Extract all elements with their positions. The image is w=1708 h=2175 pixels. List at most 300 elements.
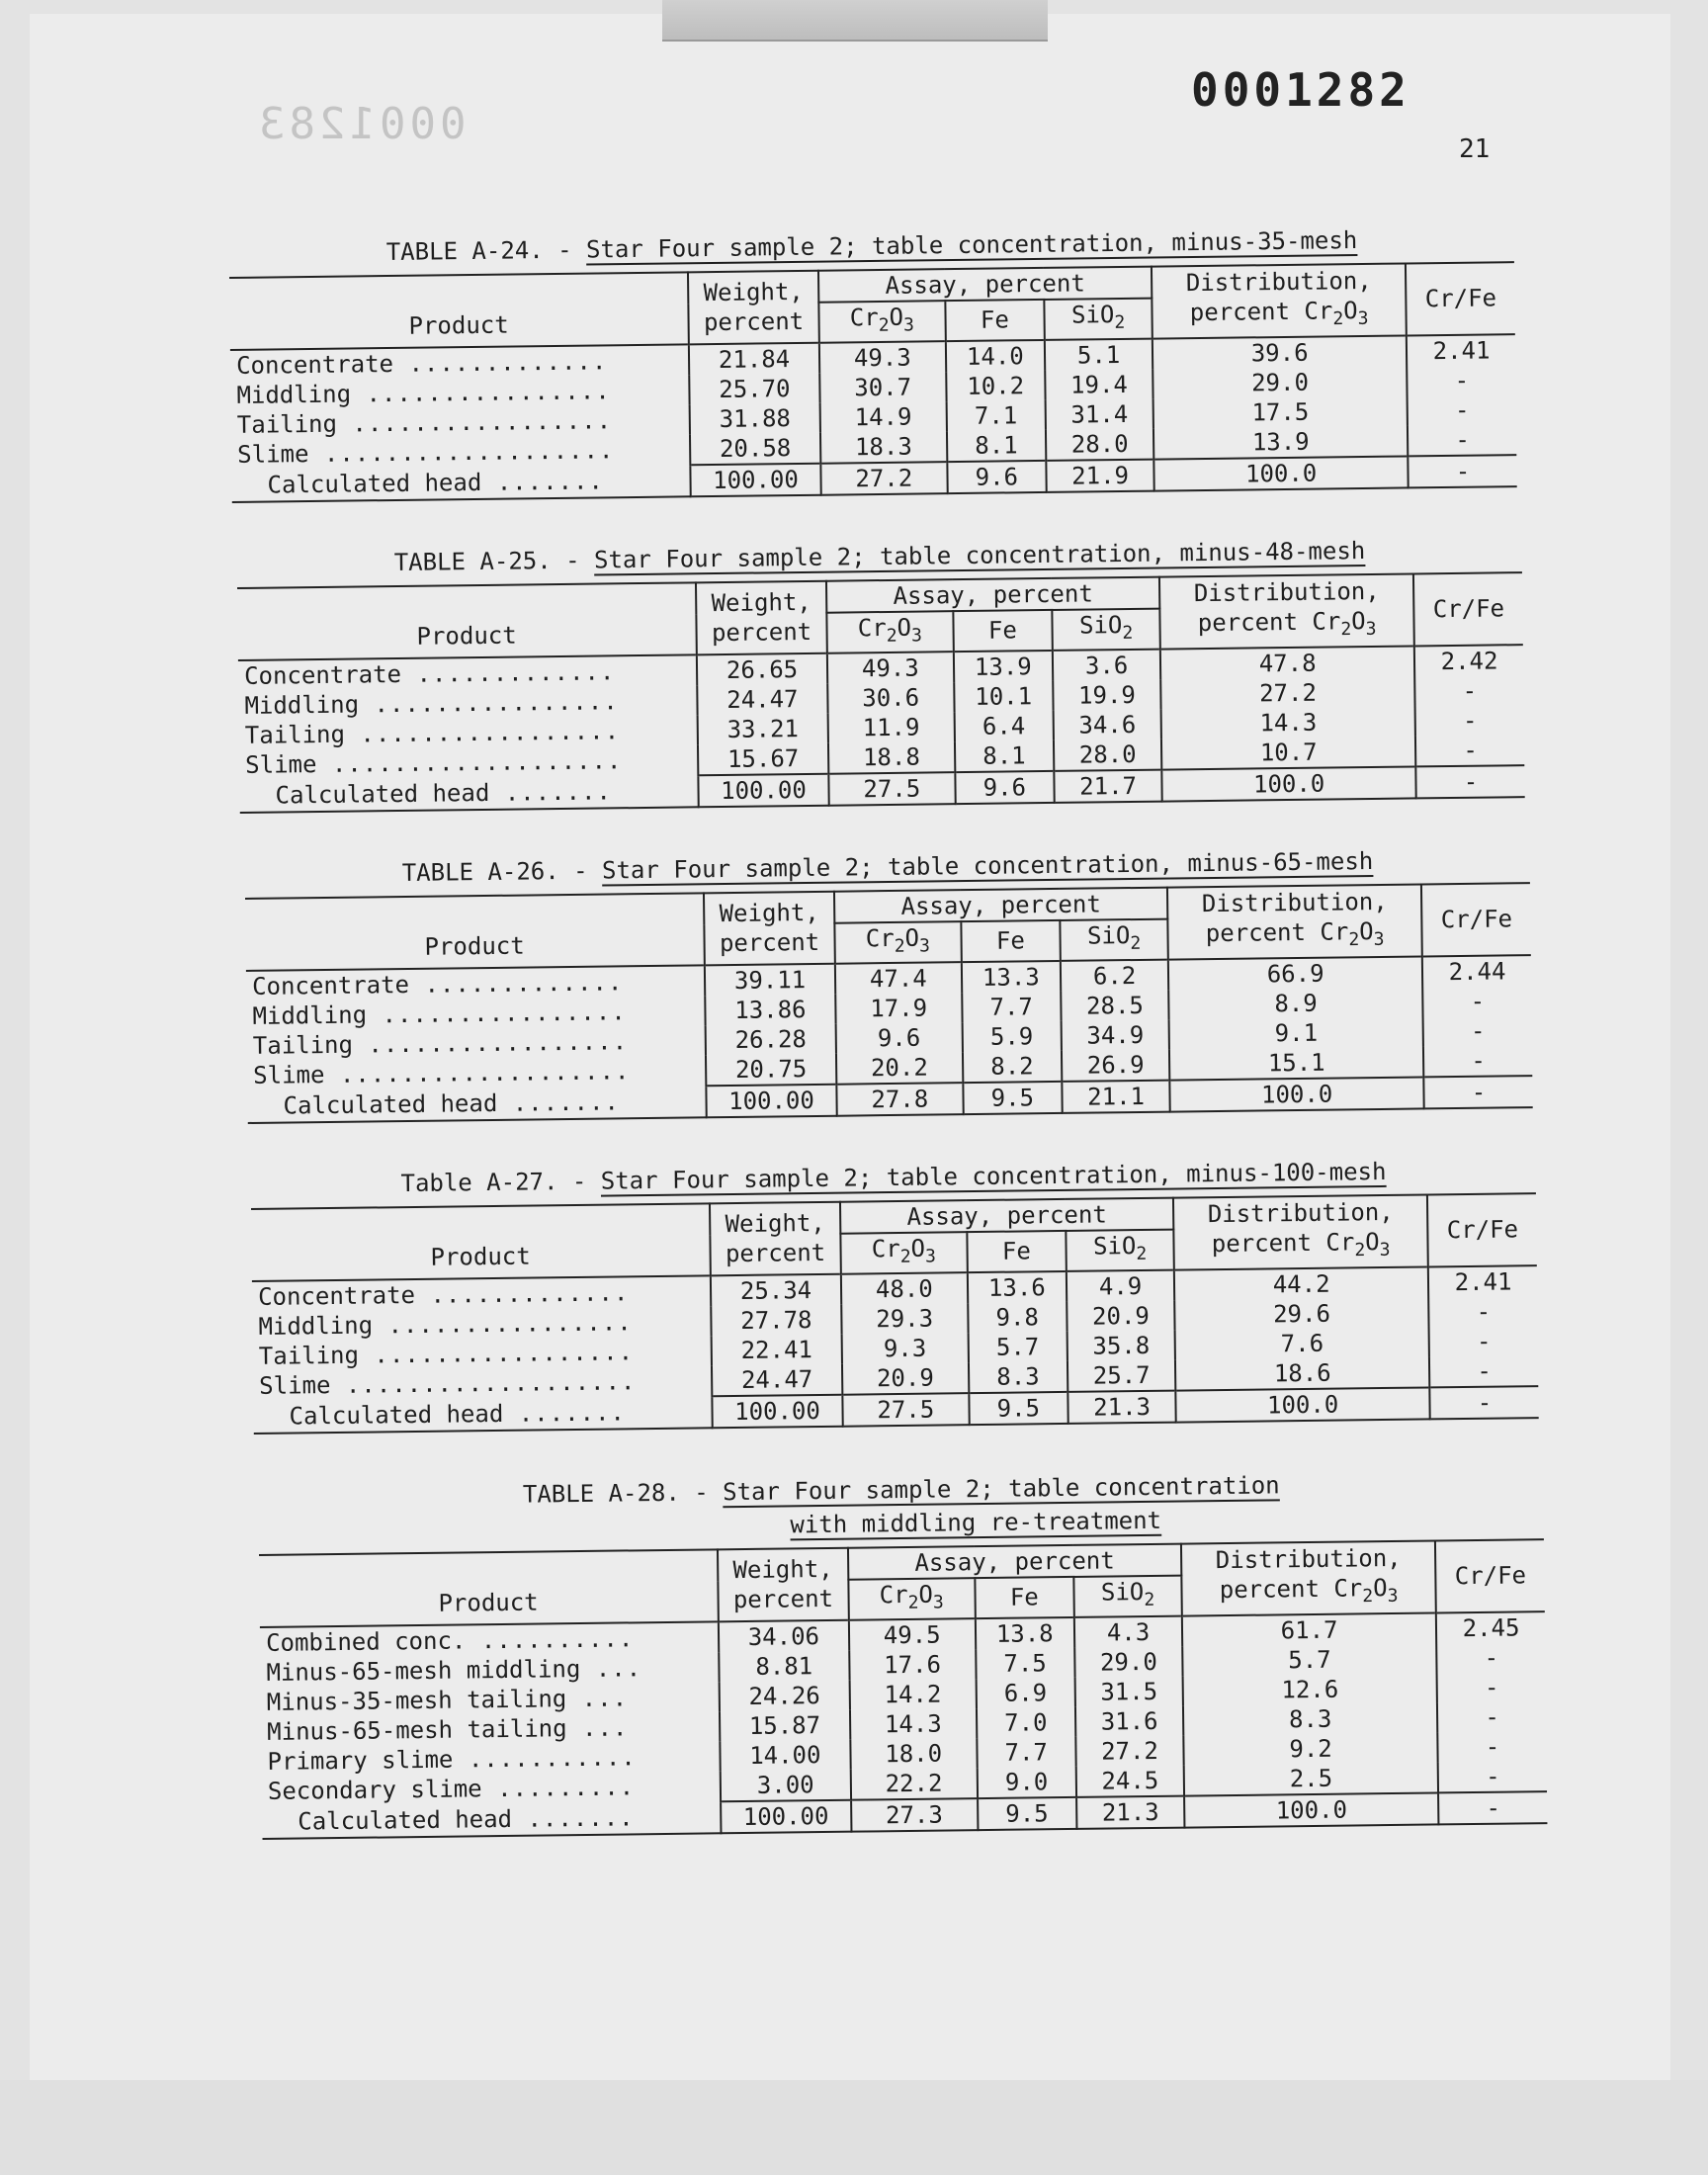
product-name: Combined conc.	[265, 1626, 467, 1657]
product-name: Slime	[253, 1061, 325, 1090]
sio2-cell: 4.3	[1074, 1615, 1183, 1647]
table-body	[238, 645, 1525, 813]
fe-cell: 8.2	[963, 1051, 1063, 1083]
weight-cell: 100.00	[712, 1395, 842, 1429]
weight-cell: 13.86	[705, 995, 835, 1026]
crfe-cell: 2.41	[1432, 336, 1491, 365]
leader-dots: ...	[580, 1654, 642, 1683]
weight-cell: 8.81	[719, 1651, 849, 1683]
distribution-header-line2: percent $Cr_2O_3$	[1211, 1228, 1391, 1262]
crfe-cell: -	[1485, 1732, 1500, 1761]
product-name: Calculated head	[283, 1089, 498, 1120]
assay-column-header: Assay, percent	[834, 888, 1168, 923]
sio2-cell: 26.9	[1062, 1049, 1170, 1081]
leader-dots: ..........	[466, 1624, 635, 1655]
product-name: Calculated head	[289, 1400, 504, 1431]
product-name: Slime	[245, 750, 317, 780]
weight-cell: 33.21	[698, 714, 828, 745]
sio2-cell: 6.2	[1061, 959, 1169, 991]
fe-cell: 14.0	[945, 340, 1045, 372]
weight-cell: 15.87	[720, 1710, 850, 1742]
weight-cell: 14.00	[720, 1740, 850, 1772]
distribution-column-header	[1159, 573, 1414, 649]
table-block	[251, 1157, 1536, 1435]
product-column-header: Product	[245, 893, 705, 970]
crfe-cell: -	[1454, 366, 1470, 394]
data-table	[237, 571, 1525, 814]
distribution-header-line1: Distribution,	[1207, 1197, 1394, 1229]
cr2o3-cell: 18.0	[850, 1738, 977, 1770]
weight-header-line2: percent	[719, 928, 820, 958]
product-cell	[231, 465, 690, 502]
table-block	[229, 225, 1514, 503]
distribution-header-line1: Distribution,	[1215, 1543, 1402, 1575]
leader-dots: ...................	[308, 436, 615, 469]
table-block	[237, 536, 1522, 814]
table-block	[245, 846, 1530, 1124]
leader-dots: .......	[497, 1088, 621, 1118]
cr2o3-cell: 47.4	[835, 962, 962, 995]
weight-cell: 100.00	[698, 774, 828, 808]
fe-column-header: Fe	[961, 920, 1061, 962]
crfe-cell: 2.45	[1462, 1613, 1520, 1642]
weight-column-header	[688, 271, 819, 344]
weight-cell: 20.75	[706, 1054, 836, 1087]
table-title: Star Four sample 2; table concentration, minus-48-mesh	[593, 536, 1366, 574]
table-body	[260, 1611, 1548, 1839]
fe-cell: 9.6	[947, 461, 1047, 493]
cr2o3-cell: 27.5	[828, 772, 955, 806]
data-table	[229, 261, 1517, 503]
product-cell	[247, 1086, 706, 1123]
crfe-cell: -	[1476, 1297, 1492, 1326]
sio2-cell: 31.6	[1075, 1705, 1184, 1736]
fe-cell: 9.5	[978, 1797, 1077, 1830]
crfe-column-header: Cr/Fe	[1427, 1193, 1537, 1266]
product-name: Slime	[237, 440, 309, 470]
crfe-cell: -	[1415, 765, 1524, 798]
fe-cell: 7.1	[946, 400, 1046, 431]
fe-cell: 7.7	[977, 1737, 1076, 1768]
fe-cell: 13.8	[975, 1617, 1074, 1649]
product-cell	[239, 775, 698, 813]
product-name: Concentrate	[243, 659, 402, 690]
fe-cell: 7.0	[977, 1707, 1076, 1738]
weight-header-line1: Weight,	[732, 1555, 833, 1585]
leader-dots: ...........	[453, 1743, 637, 1774]
leader-dots: ...................	[324, 1057, 631, 1089]
fe-cell: 9.0	[977, 1767, 1076, 1798]
sio2-cell: 21.3	[1076, 1795, 1185, 1828]
fe-cell: 9.5	[963, 1082, 1063, 1114]
product-name: Concentrate	[235, 349, 394, 380]
fe-cell: 8.1	[955, 740, 1055, 772]
distribution-column-header	[1167, 884, 1422, 959]
distribution-cell: 61.7	[1182, 1612, 1436, 1646]
product-name: Minus-65-mesh middling	[266, 1654, 581, 1687]
caption-indent	[641, 1532, 790, 1534]
sio2-cell: 27.2	[1075, 1735, 1184, 1766]
weight-cell: 24.47	[697, 684, 827, 716]
weight-header-line1: Weight,	[703, 278, 804, 307]
cr2o3-cell: 20.9	[842, 1362, 969, 1395]
weight-cell: 21.84	[689, 343, 819, 376]
leader-dots: .............	[408, 968, 624, 999]
distribution-column-header	[1181, 1540, 1436, 1615]
scan-binding-strip	[662, 0, 1048, 42]
cr2o3-cell: 14.9	[819, 401, 946, 433]
sio2-column-header: SiO$_2$	[1060, 919, 1168, 961]
table-title: Star Four sample 2; table concentration, minus-65-mesh	[601, 846, 1374, 885]
weight-cell: 26.65	[697, 653, 827, 686]
weight-cell: 15.67	[698, 743, 828, 776]
sio2-cell: 29.0	[1074, 1646, 1183, 1677]
fe-cell: 10.2	[946, 371, 1046, 401]
crfe-cell: -	[1471, 1046, 1487, 1075]
fe-cell: 13.9	[953, 651, 1053, 682]
product-name: Concentrate	[251, 970, 410, 1000]
fe-cell: 5.9	[962, 1021, 1062, 1052]
weight-cell: 24.47	[712, 1364, 842, 1397]
weight-header-line2: percent	[732, 1585, 834, 1614]
distribution-cell: 29.6	[1174, 1297, 1428, 1330]
distribution-cell: 9.2	[1183, 1732, 1437, 1765]
table-body	[230, 334, 1517, 502]
table-title-line2: with middling re-treatment	[790, 1506, 1162, 1539]
cr2o3-cell: 30.7	[819, 372, 946, 403]
sio2-cell: 25.7	[1068, 1359, 1176, 1391]
cr2o3-cell: 9.3	[841, 1333, 968, 1364]
cr2o3-cell: 49.3	[819, 341, 946, 374]
sio2-cell: 21.7	[1054, 769, 1162, 802]
distribution-cell: 2.5	[1184, 1762, 1438, 1795]
sio2-cell: 20.9	[1067, 1300, 1175, 1331]
sio2-cell: 31.5	[1074, 1676, 1183, 1706]
product-name: Middling	[258, 1311, 374, 1341]
distribution-cell: 13.9	[1153, 425, 1408, 459]
sio2-cell: 19.4	[1045, 369, 1153, 399]
fe-cell: 6.4	[954, 711, 1054, 741]
leader-dots: .................	[358, 1338, 635, 1369]
leader-dots: ...	[566, 1684, 629, 1713]
product-name: Minus-35-mesh tailing	[266, 1685, 567, 1716]
cr2o3-cell: 20.2	[836, 1052, 963, 1085]
table-label: TABLE A-28. -	[522, 1478, 709, 1509]
crfe-cell: -	[1470, 1016, 1486, 1045]
leader-dots: ...................	[330, 1367, 637, 1400]
distribution-cell: 44.2	[1174, 1266, 1428, 1300]
crfe-cell: -	[1408, 455, 1516, 487]
distribution-cell: 29.0	[1153, 366, 1407, 398]
leader-dots: ................	[372, 1308, 633, 1340]
sio2-cell: 5.1	[1045, 338, 1153, 370]
sio2-cell: 35.8	[1068, 1330, 1176, 1360]
crfe-cell: 2.44	[1448, 957, 1506, 986]
fe-cell: 13.6	[967, 1271, 1067, 1303]
cr2o3-column-header: $Cr_2O_3$	[818, 301, 945, 342]
crfe-cell: -	[1485, 1762, 1500, 1790]
product-name: Tailing	[244, 720, 346, 749]
distribution-header-line2: percent $Cr_2O_3$	[1205, 917, 1385, 951]
sio2-cell: 3.6	[1053, 649, 1161, 680]
fe-cell: 13.3	[961, 961, 1061, 993]
leader-dots: ................	[358, 687, 619, 719]
weight-column-header	[710, 1202, 841, 1275]
sio2-cell: 28.5	[1061, 990, 1169, 1020]
leader-dots: .......	[503, 1398, 627, 1429]
crfe-cell: -	[1429, 1386, 1538, 1419]
cr2o3-column-header: $Cr_2O_3$	[848, 1578, 975, 1619]
product-cell	[262, 1801, 721, 1839]
distribution-cell: 18.6	[1175, 1356, 1429, 1390]
table-label: TABLE A-24. -	[385, 235, 572, 267]
product-name: Calculated head	[275, 779, 490, 810]
cr2o3-cell: 49.3	[827, 652, 954, 684]
cr2o3-cell: 17.9	[835, 993, 962, 1024]
sio2-cell: 21.3	[1068, 1390, 1176, 1423]
sio2-cell: 34.9	[1062, 1019, 1170, 1050]
product-name: Middling	[244, 690, 360, 720]
product-name: Tailing	[236, 409, 338, 439]
leader-dots: .......	[481, 467, 605, 497]
distribution-cell: 8.9	[1168, 987, 1422, 1019]
cr2o3-column-header: $Cr_2O_3$	[834, 921, 961, 963]
data-table	[245, 882, 1533, 1124]
crfe-column-header: Cr/Fe	[1413, 572, 1523, 646]
distribution-cell: 15.1	[1169, 1046, 1423, 1080]
fe-cell: 5.7	[968, 1332, 1068, 1362]
distribution-cell: 66.9	[1168, 956, 1422, 990]
product-name: Minus-65-mesh tailing	[267, 1714, 567, 1746]
fe-column-header: Fe	[953, 610, 1053, 652]
distribution-header-line1: Distribution,	[1193, 576, 1380, 608]
crfe-cell: -	[1438, 1791, 1547, 1824]
weight-cell: 24.26	[720, 1681, 850, 1712]
fe-cell: 8.3	[969, 1361, 1068, 1393]
cr2o3-cell: 11.9	[827, 712, 954, 743]
leader-dots: .................	[344, 717, 621, 748]
sio2-column-header: SiO$_2$	[1044, 299, 1153, 340]
page-number: 21	[1459, 134, 1491, 164]
weight-cell: 100.00	[690, 464, 820, 497]
weight-header-line2: percent	[703, 307, 805, 337]
crfe-cell: -	[1477, 1356, 1493, 1385]
weight-header-line2: percent	[725, 1239, 826, 1268]
sio2-column-header: SiO$_2$	[1052, 609, 1160, 651]
weight-header-line1: Weight,	[711, 588, 811, 618]
distribution-cell: 10.7	[1161, 736, 1415, 769]
fe-column-header: Fe	[975, 1577, 1074, 1618]
leader-dots: ................	[366, 998, 627, 1029]
distribution-cell: 100.0	[1161, 766, 1415, 801]
weight-column-header	[696, 581, 827, 654]
leader-dots: ...	[566, 1713, 629, 1743]
fe-cell: 7.7	[962, 992, 1062, 1022]
cr2o3-cell: 18.3	[820, 431, 947, 464]
distribution-cell: 47.8	[1160, 646, 1414, 679]
table-label: TABLE A-26. -	[401, 856, 588, 888]
weight-cell: 39.11	[705, 964, 835, 997]
product-name: Calculated head	[298, 1805, 513, 1836]
weight-cell: 100.00	[721, 1799, 851, 1833]
distribution-column-header	[1152, 263, 1407, 338]
cr2o3-cell: 27.8	[836, 1083, 963, 1116]
weight-cell: 22.41	[712, 1335, 842, 1366]
weight-cell: 20.58	[690, 433, 820, 466]
product-column-header: Product	[229, 272, 689, 349]
crfe-column-header: Cr/Fe	[1435, 1539, 1545, 1612]
cr2o3-cell: 49.5	[849, 1618, 976, 1651]
product-cell	[253, 1396, 712, 1434]
cr2o3-cell: 22.2	[850, 1768, 977, 1800]
weight-column-header	[718, 1548, 849, 1621]
distribution-cell: 14.3	[1161, 706, 1415, 739]
data-table	[259, 1538, 1547, 1840]
crfe-cell: -	[1485, 1702, 1500, 1731]
assay-column-header: Assay, percent	[848, 1544, 1182, 1580]
distribution-cell: 27.2	[1160, 676, 1414, 709]
leader-dots: .............	[392, 347, 608, 378]
distribution-column-header	[1173, 1194, 1428, 1269]
weight-cell: 100.00	[706, 1085, 836, 1118]
cr2o3-cell: 29.3	[841, 1303, 968, 1335]
crfe-cell: -	[1476, 1327, 1492, 1355]
product-name: Concentrate	[257, 1280, 416, 1311]
weight-cell: 25.70	[689, 374, 819, 405]
weight-cell: 26.28	[706, 1024, 836, 1056]
cr2o3-cell: 14.3	[850, 1708, 977, 1740]
weight-header-line1: Weight,	[725, 1209, 825, 1239]
distribution-header-line2: percent $Cr_2O_3$	[1197, 607, 1377, 641]
leader-dots: .............	[400, 657, 616, 688]
leader-dots: ................	[350, 377, 611, 408]
product-name: Calculated head	[267, 469, 482, 499]
cr2o3-cell: 18.8	[828, 741, 955, 774]
distribution-cell: 39.6	[1153, 335, 1407, 369]
product-column-header: Product	[251, 1203, 711, 1280]
cr2o3-cell: 9.6	[835, 1022, 962, 1054]
sio2-column-header: SiO$_2$	[1066, 1230, 1174, 1271]
sio2-cell: 34.6	[1054, 709, 1162, 740]
fe-column-header: Fe	[945, 300, 1045, 341]
leader-dots: .......	[489, 777, 613, 808]
leader-dots: .........	[481, 1773, 636, 1803]
leader-dots: .............	[414, 1278, 630, 1309]
assay-column-header: Assay, percent	[826, 577, 1160, 613]
weight-cell: 27.78	[711, 1305, 841, 1337]
leader-dots: .................	[352, 1027, 629, 1059]
sio2-cell: 28.0	[1046, 428, 1154, 460]
crfe-column-header: Cr/Fe	[1406, 262, 1515, 335]
assay-column-header: Assay, percent	[840, 1198, 1174, 1234]
fe-cell: 6.9	[976, 1678, 1075, 1708]
cr2o3-cell: 27.2	[820, 462, 947, 495]
weight-cell: 25.34	[711, 1274, 841, 1307]
table-title: Star Four sample 2; table concentration	[723, 1471, 1280, 1507]
distribution-cell: 100.0	[1175, 1387, 1429, 1422]
data-table	[251, 1192, 1539, 1435]
product-name: Middling	[236, 380, 352, 409]
fe-cell: 7.5	[976, 1648, 1075, 1679]
crfe-cell: -	[1463, 736, 1479, 764]
sio2-cell: 24.5	[1076, 1765, 1185, 1796]
crfe-cell: -	[1470, 987, 1486, 1015]
distribution-cell: 100.0	[1169, 1077, 1423, 1111]
product-name: Slime	[259, 1371, 331, 1401]
leader-dots: .......	[511, 1803, 635, 1834]
weight-cell: 34.06	[719, 1620, 849, 1653]
fe-cell: 8.1	[947, 430, 1047, 462]
sio2-cell: 28.0	[1054, 739, 1162, 770]
bleed-through-number: 0001283	[255, 99, 467, 149]
document-number: 0001282	[1191, 63, 1410, 117]
product-name: Primary slime	[267, 1745, 454, 1776]
distribution-header-line1: Distribution,	[1201, 887, 1388, 918]
product-name: Tailing	[252, 1030, 354, 1060]
fe-cell: 9.5	[969, 1392, 1068, 1425]
product-name: Secondary slime	[267, 1775, 482, 1806]
fe-cell: 9.6	[955, 771, 1055, 804]
weight-cell: 31.88	[690, 403, 820, 435]
table-body	[246, 955, 1533, 1123]
cr2o3-cell: 27.5	[842, 1393, 969, 1427]
table-caption	[259, 1465, 1545, 1548]
cr2o3-cell: 30.6	[827, 682, 954, 714]
crfe-column-header: Cr/Fe	[1421, 883, 1531, 956]
crfe-cell: -	[1462, 676, 1478, 705]
crfe-cell: 2.41	[1454, 1267, 1512, 1296]
leader-dots: ...................	[316, 746, 623, 779]
cr2o3-column-header: $Cr_2O_3$	[840, 1232, 967, 1273]
distribution-cell: 100.0	[1153, 456, 1408, 490]
sio2-cell: 31.4	[1046, 398, 1154, 429]
distribution-cell: 7.6	[1175, 1327, 1429, 1359]
crfe-cell: -	[1462, 706, 1478, 735]
fe-column-header: Fe	[967, 1231, 1067, 1272]
distribution-cell: 100.0	[1184, 1792, 1438, 1827]
table-label: Table A-27. -	[400, 1167, 587, 1198]
cr2o3-column-header: $Cr_2O_3$	[826, 611, 953, 652]
table-block	[259, 1473, 1544, 1840]
scan-bottom-band	[0, 2080, 1708, 2175]
distribution-cell: 5.7	[1182, 1643, 1436, 1676]
crfe-cell: -	[1454, 395, 1470, 424]
distribution-cell: 17.5	[1153, 395, 1408, 428]
sio2-cell: 19.9	[1053, 679, 1161, 710]
product-name: Middling	[252, 1000, 368, 1030]
cr2o3-cell: 27.3	[851, 1798, 978, 1832]
sio2-cell: 4.9	[1067, 1269, 1175, 1301]
sio2-cell: 21.9	[1046, 459, 1154, 491]
weight-cell: 3.00	[721, 1770, 851, 1802]
leader-dots: .................	[336, 406, 613, 438]
product-column-header: Product	[237, 582, 697, 659]
product-column-header: Product	[259, 1549, 719, 1626]
crfe-cell: 2.42	[1440, 647, 1498, 675]
sio2-cell: 21.1	[1062, 1080, 1170, 1112]
crfe-cell: -	[1423, 1076, 1532, 1108]
distribution-cell: 9.1	[1169, 1016, 1423, 1049]
distribution-header-line2: percent $Cr_2O_3$	[1219, 1574, 1399, 1608]
cr2o3-cell: 14.2	[849, 1679, 976, 1710]
fe-cell: 9.8	[968, 1302, 1068, 1333]
crfe-cell: -	[1484, 1643, 1499, 1672]
weight-header-line2: percent	[711, 618, 812, 648]
assay-column-header: Assay, percent	[818, 267, 1153, 303]
table-label: TABLE A-25. -	[393, 546, 580, 577]
distribution-cell: 12.6	[1183, 1673, 1437, 1705]
fe-cell: 10.1	[954, 681, 1054, 712]
